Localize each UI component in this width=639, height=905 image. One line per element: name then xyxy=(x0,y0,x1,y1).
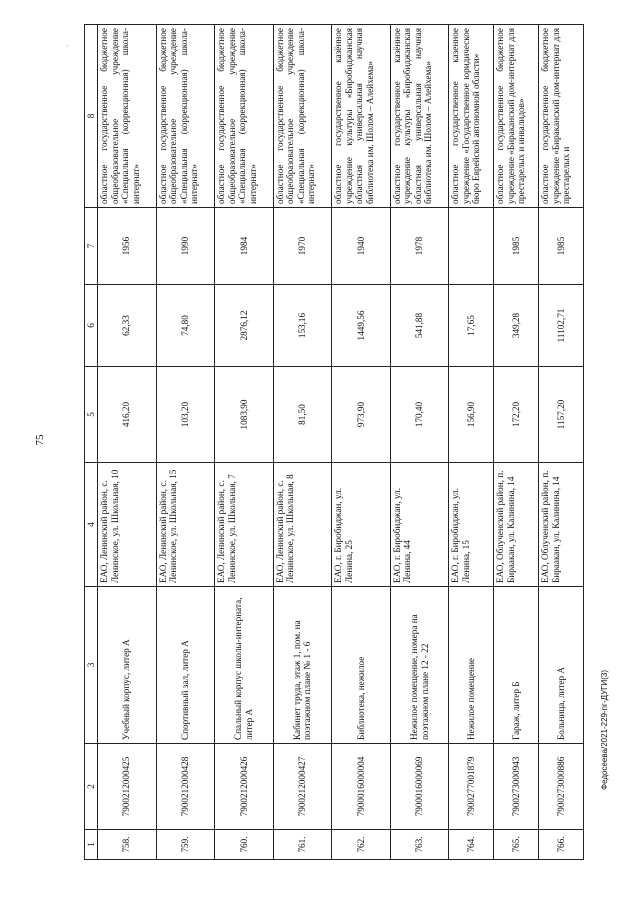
address-cell: ЕАО, г. Биробиджан, ул. Ленина, 15 xyxy=(449,463,494,587)
object-name-cell: Спальный корпус школы-интерната, литер А xyxy=(215,587,274,744)
col-header: 7 xyxy=(85,208,98,285)
row-number-cell: 762. xyxy=(332,830,391,860)
header-row xyxy=(85,25,98,860)
book-value-cell: 541,88 xyxy=(390,285,449,367)
row-number-cell: 758. xyxy=(98,830,157,860)
address-cell: ЕАО, Облученский район, п. Бираакан, ул. Калинина, 14 xyxy=(539,463,584,587)
row-number-cell: 763. xyxy=(390,830,449,860)
table-row xyxy=(539,25,584,860)
cadastral-code-cell: 7900212000426 xyxy=(215,744,274,830)
holder-cell: областное государственное бюджетное общеобразовательное учреждение «Специальная (коррекционная) школа-интернат» xyxy=(156,25,215,208)
year-built-cell: 1970 xyxy=(273,208,332,285)
object-name-cell: Гараж, литер Б xyxy=(494,587,539,744)
table-row xyxy=(215,25,274,860)
cadastral-code-cell: 7900016000004 xyxy=(332,744,391,830)
cadastral-code-cell: 7900277001879 xyxy=(449,744,494,830)
col-header: 3 xyxy=(85,587,98,744)
area-cell: 103,20 xyxy=(156,367,215,463)
address-cell: ЕАО, Ленинский район, с. Ленинское, ул. Школьная, 10 xyxy=(98,463,157,587)
col-header: 4 xyxy=(85,463,98,587)
area-cell: 973,90 xyxy=(332,367,391,463)
rotated-page xyxy=(84,25,584,860)
holder-cell: областное государственное казённое учреждение культуры «Биробиджанская областная универсальная научная библиотека им. Шолом – Алейхема» xyxy=(390,25,449,208)
object-name-cell: Нежилое помещение, номера на поэтажном плане 12 - 22 xyxy=(390,587,449,744)
book-value-cell: 17,65 xyxy=(449,285,494,367)
cadastral-code-cell: 7900273000886 xyxy=(539,744,584,830)
table-row xyxy=(494,25,539,860)
area-cell: 172,20 xyxy=(494,367,539,463)
footer-code: Федосеева/2021-229-пг-ДУГИ(3) xyxy=(600,669,609,790)
address-cell: ЕАО, Ленинский район, с. Ленинское, ул. Школьная, 15 xyxy=(156,463,215,587)
address-cell: ЕАО, г. Биробиджан, ул. Ленина, 25 xyxy=(332,463,391,587)
scan-speck: · xyxy=(66,42,69,51)
holder-cell: областное государственное бюджетное общеобразовательное учреждение «Специальная (коррекционная) школа-интернат» xyxy=(98,25,157,208)
object-name-cell: Спортивный зал, литер А xyxy=(156,587,215,744)
year-built-cell: 1984 xyxy=(215,208,274,285)
cadastral-code-cell: 7900212000428 xyxy=(156,744,215,830)
area-cell: 170,40 xyxy=(390,367,449,463)
table-row xyxy=(449,25,494,860)
object-name-cell: Больница, литер А xyxy=(539,587,584,744)
page-number: 75 xyxy=(34,434,46,446)
col-header: 5 xyxy=(85,367,98,463)
year-built-cell: 1940 xyxy=(332,208,391,285)
object-name-cell: Учебный корпус, литер А xyxy=(98,587,157,744)
col-header: 6 xyxy=(85,285,98,367)
address-cell: ЕАО, г. Биробиджан, ул. Ленина, 44 xyxy=(390,463,449,587)
address-cell: ЕАО, Облученский район, п. Бираакан, ул. Калинина, 14 xyxy=(494,463,539,587)
address-cell: ЕАО, Ленинский район, с. Ленинское, ул. Школьная, 7 xyxy=(215,463,274,587)
book-value-cell: 74,80 xyxy=(156,285,215,367)
holder-cell: областное государственное бюджетное общеобразовательное учреждение «Специальная (коррекционная) школа-интернат» xyxy=(215,25,274,208)
year-built-cell: 1978 xyxy=(390,208,449,285)
object-name-cell: Библиотека, нежилое xyxy=(332,587,391,744)
table-row xyxy=(156,25,215,860)
row-number-cell: 759. xyxy=(156,830,215,860)
row-number-cell: 764. xyxy=(449,830,494,860)
col-header: 1 xyxy=(85,830,98,860)
area-cell: 416,20 xyxy=(98,367,157,463)
row-number-cell: 765. xyxy=(494,830,539,860)
object-name-cell: Нежилое помещение xyxy=(449,587,494,744)
cadastral-code-cell: 7900273000943 xyxy=(494,744,539,830)
row-number-cell: 766. xyxy=(539,830,584,860)
table-row xyxy=(273,25,332,860)
year-built-cell xyxy=(449,208,494,285)
table-row xyxy=(332,25,391,860)
area-cell: 1157,20 xyxy=(539,367,584,463)
row-number-cell: 760. xyxy=(215,830,274,860)
holder-cell: областное государственное казенное учреждение «Государственное юридическое бюро Еврейской автономной области» xyxy=(449,25,494,208)
area-cell: 1083,90 xyxy=(215,367,274,463)
area-cell: 81,50 xyxy=(273,367,332,463)
book-value-cell: 62,33 xyxy=(98,285,157,367)
table-row xyxy=(98,25,157,860)
object-name-cell: Кабинет труда, этаж 1, пом. на поэтажном плане № 1 - 6 xyxy=(273,587,332,744)
cadastral-code-cell: 7900212000425 xyxy=(98,744,157,830)
col-header: 8 xyxy=(85,25,98,208)
year-built-cell: 1985 xyxy=(539,208,584,285)
holder-cell: областное государственное бюджетное учреждение «Бираканский дом-интернат для престарелых и инвалидов» xyxy=(494,25,539,208)
book-value-cell: 1449,56 xyxy=(332,285,391,367)
address-cell: ЕАО, Ленинский район, с. Ленинское, ул. Школьная, 8 xyxy=(273,463,332,587)
book-value-cell: 11102,71 xyxy=(539,285,584,367)
holder-cell: областное государственное бюджетное общеобразовательное учреждение «Специальная (коррекционная) школа-интернат» xyxy=(273,25,332,208)
cadastral-code-cell: 7900212000427 xyxy=(273,744,332,830)
area-cell: 156,90 xyxy=(449,367,494,463)
cadastral-code-cell: 7900016000069 xyxy=(390,744,449,830)
col-header: 2 xyxy=(85,744,98,830)
holder-cell: областное государственное бюджетное учреждение «Бираканский дом-интернат для престарелых и xyxy=(539,25,584,208)
row-number-cell: 761. xyxy=(273,830,332,860)
table-row xyxy=(390,25,449,860)
year-built-cell: 1956 xyxy=(98,208,157,285)
year-built-cell: 1990 xyxy=(156,208,215,285)
book-value-cell: 349,28 xyxy=(494,285,539,367)
holder-cell: областное государственное казённое учреждение культуры «Биробиджанская областная универсальная научная библиотека им. Шолом – Алейхема» xyxy=(332,25,391,208)
book-value-cell: 153,16 xyxy=(273,285,332,367)
year-built-cell: 1985 xyxy=(494,208,539,285)
book-value-cell: 2876,12 xyxy=(215,285,274,367)
property-table xyxy=(84,24,584,860)
